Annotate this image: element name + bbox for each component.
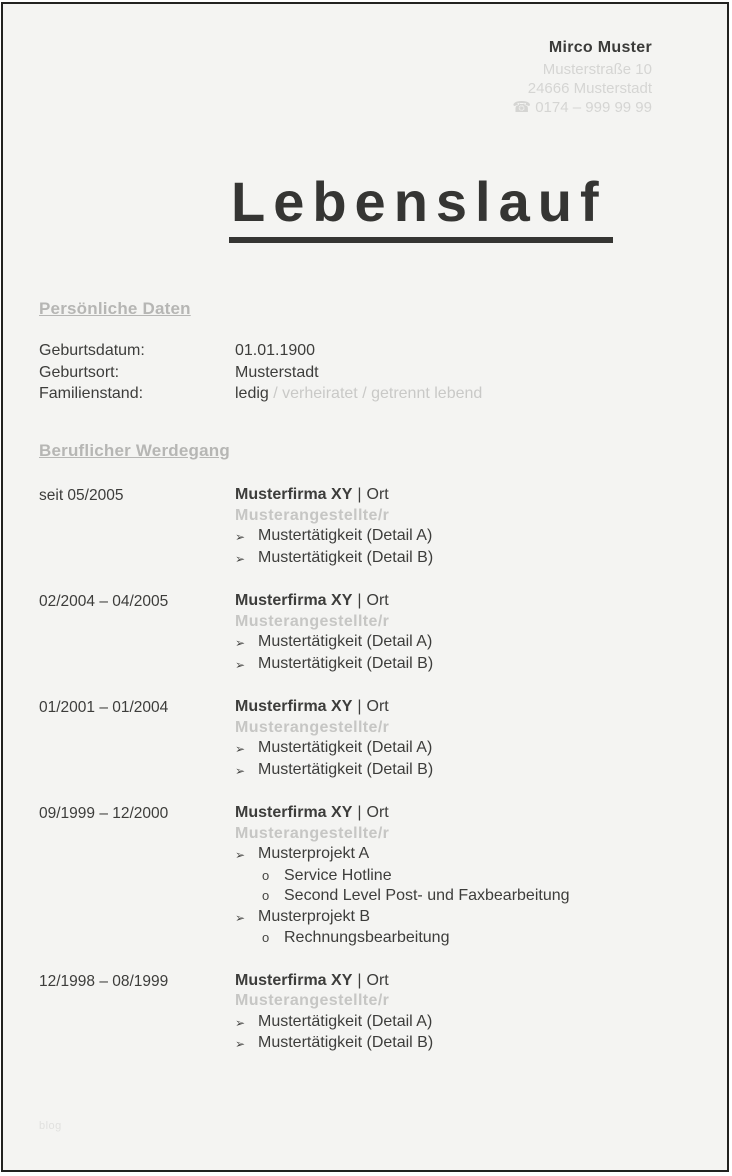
career-entry [39,485,687,569]
entry-item-text: Mustertätigkeit (Detail A) [258,739,433,756]
career-entries [39,485,687,1055]
entry-item-text: Rechnungsbearbeitung [284,929,450,946]
entry-item-text: Musterprojekt A [258,845,370,862]
company-name: Musterfirma XY [235,804,353,821]
row-value [235,362,319,384]
company-location: Ort [366,804,389,821]
company-separator: | [357,804,362,821]
row-value-main: Musterstadt [235,363,319,381]
entry-item [235,760,687,782]
entry-company-line [235,591,687,612]
row-value [235,383,482,405]
contact-phone: 0174 – 999 99 99 [535,99,652,116]
arrow-bullet-icon: ➢ [235,848,246,862]
arrow-bullet-icon: ➢ [235,1037,246,1051]
company-separator: | [357,698,362,715]
arrow-bullet-icon: ➢ [235,910,246,925]
row-label: Familienstand: [39,385,144,402]
entry-item [235,632,687,654]
arrow-bullet-icon: ➢ [235,763,246,778]
company-location: Ort [366,486,389,503]
entry-item [235,1033,687,1055]
company-separator: | [357,971,362,989]
entry-item-text: Mustertätigkeit (Detail B) [258,1034,434,1051]
row-value-main: ledig [235,385,269,402]
company-name: Musterfirma XY [235,486,353,503]
career-entry [39,591,687,675]
entry-role: Musterangestellte/r [235,506,390,524]
company-location: Ort [366,971,389,989]
row-label: Geburtsdatum: [39,342,145,359]
personal-data-rows [39,340,687,405]
company-location: Ort [366,592,389,609]
row-value [235,340,315,362]
entry-period: 09/1999 – 12/2000 [39,805,169,822]
contact-city: 24666 Musterstadt [527,80,652,97]
entry-item-text: Mustertätigkeit (Detail A) [258,1012,433,1030]
phone-icon: ☎ [512,99,532,116]
company-location: Ort [366,698,389,715]
entry-item [235,844,687,866]
entry-item [235,1012,687,1034]
entry-company-line [235,803,687,824]
entry-company-line [235,485,687,506]
entry-item-text: Mustertätigkeit (Detail A) [258,633,433,650]
entry-item-text: Mustertätigkeit (Detail B) [258,654,434,672]
section-personal-data [39,299,687,405]
entry-period: 02/2004 – 04/2005 [39,593,169,610]
circle-bullet-icon: o [262,930,270,945]
personal-data-heading: Persönliche Daten [39,299,191,318]
entry-subitem [262,886,687,907]
entry-period: 01/2001 – 01/2004 [39,699,169,716]
row-value-muted: / verheiratet / getrennt lebend [268,385,483,402]
entry-item [235,907,687,929]
section-career [39,441,687,1077]
arrow-bullet-icon: ➢ [235,530,246,544]
entry-body [235,591,687,675]
cv-document-page [1,2,729,1172]
entry-role: Musterangestellte/r [235,612,390,630]
arrow-bullet-icon: ➢ [235,1015,246,1030]
circle-bullet-icon: o [262,888,270,903]
entry-item-text: Second Level Post- und Faxbearbeitung [284,887,570,904]
document-title: Lebenslauf [229,172,613,243]
entry-item-text: Mustertätigkeit (Detail B) [258,548,434,566]
company-name: Musterfirma XY [235,698,353,715]
company-separator: | [357,592,362,609]
personal-row-birthdate [39,340,687,362]
entry-company-line [235,697,687,718]
entry-body [235,803,687,949]
entry-role: Musterangestellte/r [235,718,390,736]
entry-period: seit 05/2005 [39,487,124,504]
entry-item-text: Mustertätigkeit (Detail A) [258,527,433,544]
entry-company-line [235,971,687,992]
entry-item-text: Service Hotline [284,866,392,884]
personal-row-birthplace [39,362,687,384]
entry-item-text: Musterprojekt B [258,907,371,925]
entry-body [235,971,687,1055]
company-name: Musterfirma XY [235,592,353,609]
company-name: Musterfirma XY [235,971,353,989]
entry-subitem [262,866,687,887]
contact-name: Mirco Muster [548,39,652,56]
entry-period: 12/1998 – 08/1999 [39,972,169,990]
contact-block [512,38,652,117]
entry-subitem [262,928,687,949]
contact-street: Musterstraße 10 [542,61,652,78]
arrow-bullet-icon: ➢ [235,551,246,566]
entry-item [235,654,687,676]
arrow-bullet-icon: ➢ [235,657,246,672]
arrow-bullet-icon: ➢ [235,742,246,756]
entry-item [235,738,687,760]
career-entry [39,697,687,781]
entry-role: Musterangestellte/r [235,992,390,1009]
entry-role: Musterangestellte/r [235,824,390,842]
entry-item [235,548,687,570]
row-value-main: 01.01.1900 [235,342,316,359]
circle-bullet-icon: o [262,867,270,883]
career-entry [39,803,687,949]
entry-body [235,697,687,781]
personal-row-marital-status [39,383,687,405]
entry-body [235,485,687,569]
scan-watermark: blog [39,1120,62,1132]
entry-item [235,526,687,548]
company-separator: | [357,486,362,503]
row-label: Geburtsort: [39,363,120,381]
entry-item-text: Mustertätigkeit (Detail B) [258,760,434,778]
career-heading: Beruflicher Werdegang [39,441,230,460]
arrow-bullet-icon: ➢ [235,636,246,650]
contact-phone-line [512,98,652,117]
career-entry [39,971,687,1055]
